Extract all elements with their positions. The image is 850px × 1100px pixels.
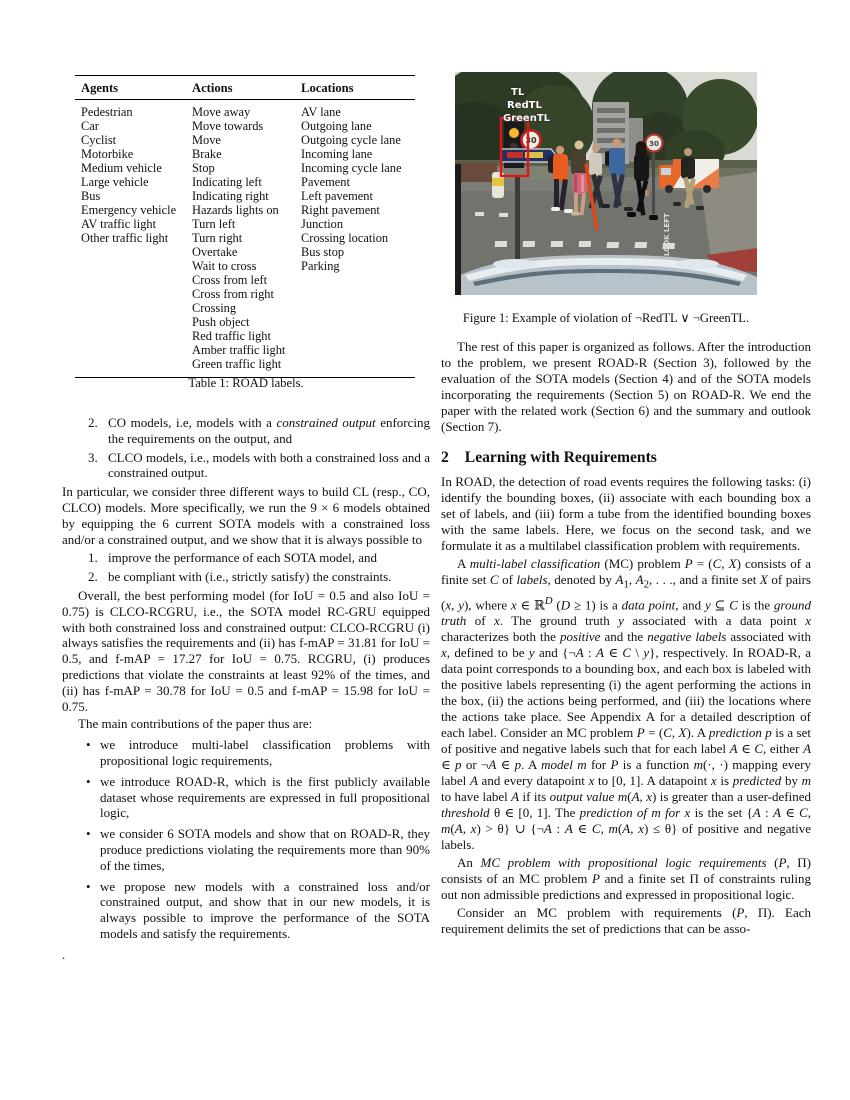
- table-row: Brake: [192, 147, 222, 161]
- enum-text: CLCO models, i.e., models with both a constrained loss and a constrained output.: [108, 449, 430, 481]
- table-row: Move towards: [192, 119, 264, 133]
- bullet-item: [86, 826, 430, 873]
- table-row: AV lane: [301, 105, 341, 119]
- table-row: Indicating right: [192, 189, 269, 203]
- enum-number: 2.: [88, 415, 98, 430]
- brick-wall: [455, 162, 497, 182]
- label-redtl: RedTL: [507, 100, 542, 111]
- enum-item: [88, 569, 430, 585]
- table-row: Move away: [192, 105, 251, 119]
- table-row: Amber traffic light: [192, 343, 286, 357]
- bullet-item: [86, 774, 430, 821]
- enum-item: [88, 415, 430, 447]
- table-row: Pavement: [301, 175, 350, 189]
- bullet-text: we introduce multi-label classification problems with propositional logic requirements,: [100, 737, 430, 768]
- table-row: Turn left: [192, 217, 236, 231]
- table-row: Outgoing lane: [301, 119, 372, 133]
- road-scene-photo: [455, 72, 757, 295]
- amber-light: [509, 128, 519, 138]
- table-header-locations: Locations: [301, 81, 354, 95]
- table-row: Overtake: [192, 245, 238, 259]
- bullet-item: [86, 737, 430, 769]
- table-row: Parking: [301, 259, 340, 273]
- bullet-text: we introduce ROAD-R, which is the first publicly available dataset whose requirements are expressed in full propositional logic,: [100, 773, 430, 821]
- table-row: Large vehicle: [81, 175, 149, 189]
- table-row: Motorbike: [81, 147, 134, 161]
- label-tl: TL: [511, 87, 525, 98]
- table-row: Push object: [192, 315, 250, 329]
- enum-possible: [62, 550, 430, 585]
- table-row: Hazards lights on: [192, 203, 279, 217]
- bullet-icon: [86, 737, 100, 769]
- table-row: Cyclist: [81, 133, 117, 147]
- figure-caption: Figure 1: Example of violation of ¬RedTL ∨ ¬GreenTL.: [462, 311, 750, 325]
- speed-sign-left: [522, 131, 541, 150]
- table-row: Car: [81, 119, 99, 133]
- table-row: Incoming cycle lane: [301, 161, 402, 175]
- table-row: AV traffic light: [81, 217, 157, 231]
- table-row: Indicating left: [192, 175, 262, 189]
- table-row: Crossing location: [301, 231, 389, 245]
- speed-sign-text: 30: [525, 136, 537, 145]
- enum-item: [88, 450, 430, 482]
- road-labels-table: [75, 75, 415, 378]
- para-mc-problem: A multi-label classification (MC) problem P = (C, X) consists of a finite set C of labels, denoted by $A_1$, $A_2$, . . ., and a finite set X of pairs (x, y), where x ∈ ℝ$^D$ (D ≥ 1) is a data point, and y ⊆ C is the ground truth of x. The ground truth y associated with a data point x characterizes both the positive and the negative labels associated with x, defined to be y and {¬A : A ∈ C \ y}, respectively. In ROAD-R, a data point corresponds to a bounding box, and each box is labeled with the positive labels representing (i) the agent performing the actions in the box, (ii) the actions being performed, and (iii) the locations where the actions take place. See Appendix A for a detailed description of each label. Consider an MC problem P = (C, X). A prediction p is a set of positive and negative labels such that for each label A ∈ C, either A ∈ p or ¬A ∈ p. A model m for P is a function m(·, ·) mapping every label A and every datapoint x to [0, 1]. A datapoint x is predicted by m to have label A if its output value m(A, x) is greater than a user-defined threshold θ ∈ [0, 1]. The prediction of m for x is the set {A : A ∈ C, m(A, x) > θ} ∪ {¬A : A ∈ C, m(A, x) ≤ θ} of positive and negative labels.: [441, 556, 812, 852]
- label-greentl: GreenTL: [503, 113, 551, 124]
- table-row: Emergency vehicle: [81, 203, 177, 217]
- table-row: Turn right: [192, 231, 243, 245]
- table-row: Green traffic light: [192, 357, 282, 371]
- table-row: Right pavement: [301, 203, 380, 217]
- enum-number: 1.: [88, 550, 98, 566]
- table-col-agents: [81, 105, 192, 371]
- enum-text: be compliant with (i.e., strictly satisfy) the constraints.: [108, 569, 392, 585]
- table-row: Bus stop: [301, 245, 345, 259]
- table-row: Other traffic light: [81, 231, 169, 245]
- section-heading: [441, 449, 811, 467]
- enum-models: [62, 415, 430, 481]
- para-contributions: The main contributions of the paper thus are:: [78, 716, 313, 732]
- bullet-item: [86, 879, 430, 942]
- para-mc-requirements: An MC problem with propositional logic requirements (P, Π) consists of an MC problem P and a finite set Π of constraints ruling out non admissible predictions and expressed in propositional logic.: [441, 854, 812, 902]
- para-in-particular: In particular, we consider three different ways to build CL (resp., CO, CLCO) models. More specifically, we run the 9 × 6 models obtained by equipping the 6 current SOTA models with a constrained loss and/or a constrained output, and we show that it is always possible to: [62, 484, 430, 547]
- bullet-icon: [86, 826, 100, 873]
- table-row: Red traffic light: [192, 329, 271, 343]
- para-overall: Overall, the best performing model (for IoU = 0.5 and also IoU = 0.75) is CLCO-RCGRU, i.e., the SOTA model RC-GRU equipped with both constrained loss and constrained output: CLCO-RCGRU (i) always satisfies the requirements and (ii) has f-mAP = 31.81 for IoU = 0.5, and f-mAP = 17.27 for IoU = 0.75. RCGRU, (i) produces predictions that violate the constraints at least 92% of the times, and (ii) has f-mAP = 30.78 for IoU = 0.5 and f-mAP = 15.98 for IoU = 0.75.: [62, 587, 430, 714]
- table-row: Medium vehicle: [81, 161, 162, 175]
- speed-sign-text-2: 30: [649, 140, 659, 148]
- section-number: 2: [441, 449, 449, 466]
- enum-text: improve the performance of each SOTA model, and: [108, 550, 377, 566]
- table-row: Incoming lane: [301, 147, 373, 161]
- para-in-road: In ROAD, the detection of road events requires the following tasks: (i) identify the bounding boxes, (ii) associate with each bounding box a set of labels, and (iii) form a tube from the identified bounding boxes with the same labels. Here, we focus on the second task, and we formulate it as a multilabel classification problem with requirements.: [441, 474, 811, 553]
- table-header-actions: Actions: [192, 81, 233, 95]
- table-header-agents: Agents: [81, 81, 119, 95]
- left-column: [62, 412, 430, 965]
- table-row: Cross from right: [192, 287, 274, 301]
- table-body: [75, 100, 415, 377]
- right-column: [441, 339, 811, 939]
- enum-item: [88, 550, 430, 566]
- bullet-icon: [86, 879, 100, 942]
- stray-period: .: [62, 946, 66, 962]
- contribution-bullets: [62, 737, 430, 942]
- table-col-actions: [192, 105, 301, 371]
- table-row: Junction: [301, 217, 344, 231]
- left-pole: [455, 164, 461, 295]
- table-row: Stop: [192, 161, 215, 175]
- enum-number: 2.: [88, 569, 98, 585]
- table-row: Wait to cross: [192, 259, 257, 273]
- enum-number: 3.: [88, 449, 98, 465]
- table-row: Outgoing cycle lane: [301, 133, 401, 147]
- table-header-row: [75, 76, 415, 99]
- section-title: Learning with Requirements: [464, 449, 657, 466]
- table-row: Pedestrian: [81, 105, 133, 119]
- table-row: Cross from left: [192, 273, 268, 287]
- table-row: Move: [192, 133, 221, 147]
- para-rest-of-paper: The rest of this paper is organized as follows. After the introduction to the problem, we present ROAD-R (Section 3), followed by the evaluation of the SOTA models (Section 4) and of the SOTA models incorporating the requirements (Section 5) on ROAD-R. We end the paper with the related work (Section 6) and the summary and outlook (Section 7).: [441, 339, 811, 434]
- bullet-icon: [86, 774, 100, 821]
- table-row: Crossing: [192, 301, 237, 315]
- table-row: Bus: [81, 189, 101, 203]
- road-marking-text: LOOK LEFT: [663, 213, 671, 256]
- table-caption: Table 1: ROAD labels.: [188, 376, 304, 390]
- car-hood: [455, 255, 757, 295]
- figure-photo: [455, 72, 757, 295]
- table-col-locations: [301, 105, 415, 371]
- bullet-text: we propose new models with a constrained loss and/or constrained output, and show that in our new models, it is always possible to improve the performance of the SOTA models and satisfy the requirements.: [100, 878, 430, 941]
- enum-text: CO models, i.e, models with a constrained output enforcing the requirements on the output, and: [108, 415, 430, 446]
- bullet-text: we consider 6 SOTA models and show that on ROAD-R, they produce predictions violating the requirements more than 90% of the times,: [100, 826, 430, 873]
- para-consider: Consider an MC problem with requirements (P, Π). Each requirement delimits the set of predictions that can be asso-: [441, 904, 811, 936]
- table-row: Left pavement: [301, 189, 373, 203]
